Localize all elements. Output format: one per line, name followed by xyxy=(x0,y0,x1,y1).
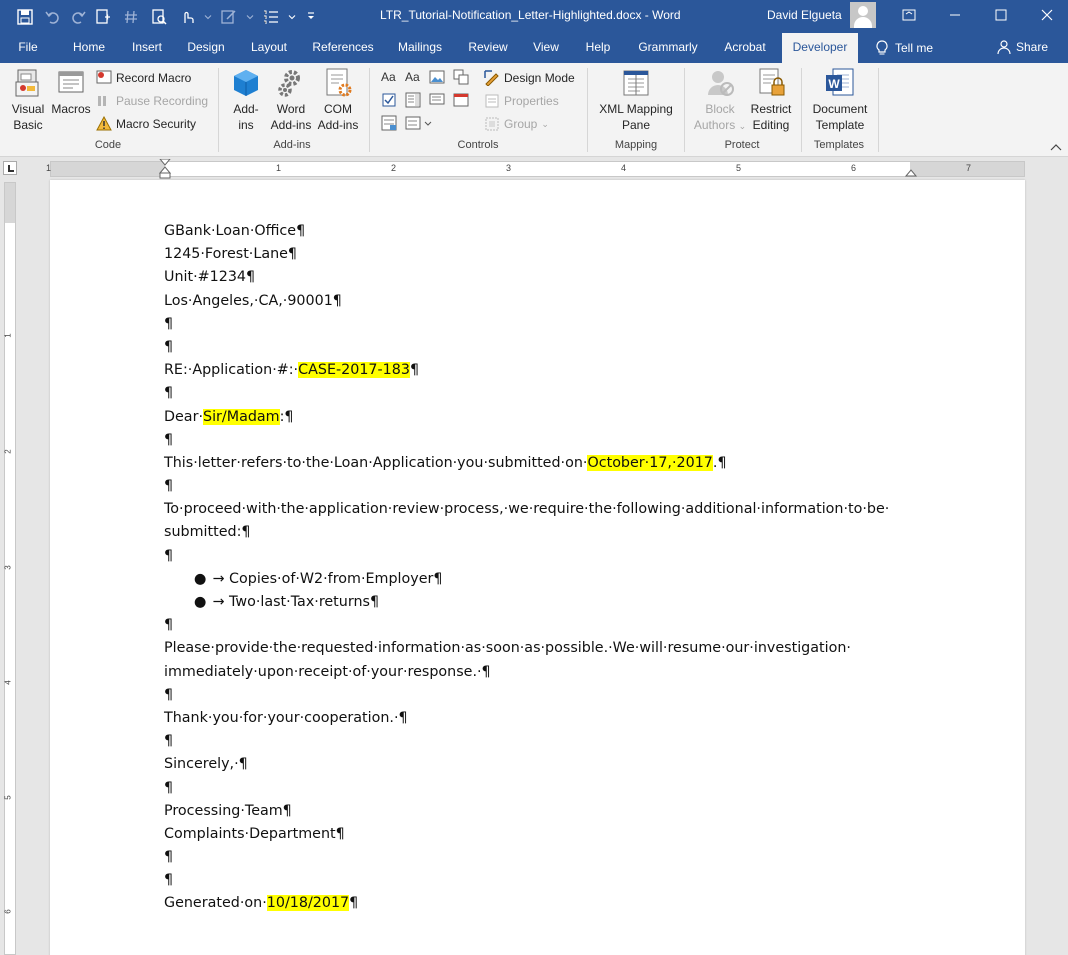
restrict-editing-label-2: Editing xyxy=(752,118,790,132)
address-line-3: Unit·#1234¶ xyxy=(164,269,256,286)
group-label: Group xyxy=(504,117,538,131)
com-add-ins-button[interactable] xyxy=(315,67,361,133)
ruler-number: 3 xyxy=(3,565,13,570)
tab-design[interactable]: Design xyxy=(187,40,225,54)
block-authors-label-1: Block xyxy=(705,102,735,116)
address-line-4: Los·Angeles,·CA,·90001¶ xyxy=(164,292,342,309)
empty-paragraph: ¶ xyxy=(164,338,174,355)
bullet-icon: ● xyxy=(194,594,207,610)
thanks-line: Thank·you·for·your·cooperation.·¶ xyxy=(164,709,408,726)
tab-home[interactable]: Home xyxy=(72,40,105,54)
xml-mapping-label-1: XML Mapping xyxy=(599,102,673,116)
tab-review[interactable]: Review xyxy=(468,40,508,54)
proceed-line-1: To·proceed·with·the·application·review·process,·we·require·the·following·additional·information·to·be· xyxy=(164,501,890,518)
user-name[interactable]: David Elgueta xyxy=(767,8,842,22)
collapse-ribbon-icon[interactable] xyxy=(1050,143,1062,154)
date-picker-control-icon[interactable] xyxy=(453,92,469,108)
title-bar xyxy=(0,0,1068,33)
print-preview-icon[interactable] xyxy=(146,6,172,28)
word-add-ins-label-2: Add-ins xyxy=(270,118,312,132)
please-line-2: immediately·upon·receipt·of·your·response.·¶ xyxy=(164,663,491,680)
tab-grammarly[interactable]: Grammarly xyxy=(638,40,698,54)
empty-paragraph: ¶ xyxy=(164,547,174,564)
properties-label: Properties xyxy=(504,94,559,108)
numbering-icon[interactable] xyxy=(258,6,284,28)
document-body[interactable] xyxy=(164,220,904,916)
minimize-icon[interactable] xyxy=(932,0,978,30)
word-add-ins-button[interactable] xyxy=(268,67,314,133)
legacy-tools-icon[interactable] xyxy=(405,115,433,131)
ribbon xyxy=(0,63,1068,157)
right-indent-marker-icon[interactable] xyxy=(905,166,917,178)
ruler-number: 6 xyxy=(3,909,13,914)
tell-me-search[interactable] xyxy=(875,40,933,56)
empty-paragraph: ¶ xyxy=(164,686,174,703)
add-ins-label-1: Add- xyxy=(233,102,259,116)
macros-button[interactable] xyxy=(50,67,92,117)
indent-marker-icon[interactable] xyxy=(159,159,171,179)
close-icon[interactable] xyxy=(1024,0,1068,30)
block-authors-icon xyxy=(704,67,736,99)
ribbon-tabs xyxy=(0,33,1068,63)
warning-icon xyxy=(96,116,112,132)
tab-file[interactable]: File xyxy=(18,40,38,54)
horizontal-ruler[interactable] xyxy=(46,161,1025,177)
group-button xyxy=(484,114,549,134)
properties-button xyxy=(484,91,559,111)
ruler-area xyxy=(0,158,1068,180)
avatar[interactable] xyxy=(850,2,876,28)
picture-content-control-icon[interactable] xyxy=(429,69,445,85)
dropdown-chevron-icon[interactable] xyxy=(244,6,256,28)
please-line-1: Please·provide·the·requested·information·as·soon·as·possible.·We·will·resume·our·investigation· xyxy=(164,640,851,657)
hash-icon[interactable] xyxy=(118,6,144,28)
chevron-down-icon: ⌄ xyxy=(738,121,747,131)
design-mode-icon xyxy=(484,70,500,86)
visual-basic-label-1: Visual xyxy=(11,102,45,116)
building-block-control-icon[interactable] xyxy=(453,69,469,85)
maximize-icon[interactable] xyxy=(978,0,1024,30)
ruler-number: 1 xyxy=(276,163,282,173)
tab-acrobat[interactable]: Acrobat xyxy=(724,40,766,54)
mapping-group-label: Mapping xyxy=(614,139,658,151)
redo-icon[interactable] xyxy=(68,6,88,28)
salutation-highlight: Sir/Madam xyxy=(203,408,280,425)
templates-group-label: Templates xyxy=(813,139,865,151)
empty-paragraph: ¶ xyxy=(164,849,174,866)
repeating-section-control-icon[interactable] xyxy=(381,115,397,131)
empty-paragraph: ¶ xyxy=(164,431,174,448)
add-ins-group-label: Add-ins xyxy=(273,139,311,151)
macros-label: Macros xyxy=(51,102,91,116)
lock-icon xyxy=(755,67,787,99)
signature-team: Processing·Team¶ xyxy=(164,802,292,819)
ruler-number: 1 xyxy=(46,163,52,173)
address-line-1: GBank·Loan·Office¶ xyxy=(164,223,306,239)
svg-text:W: W xyxy=(828,77,840,91)
refers-line: This·letter·refers·to·the·Loan·Application·you·submitted·on·October·17,·2017.¶ xyxy=(164,454,727,471)
com-add-ins-label-2: Add-ins xyxy=(317,118,359,132)
drop-down-list-control-icon[interactable] xyxy=(429,92,445,108)
visual-basic-icon xyxy=(12,67,44,99)
document-template-label-2: Template xyxy=(815,118,865,132)
ruler-number: 4 xyxy=(3,680,13,685)
tab-view[interactable]: View xyxy=(533,40,559,54)
word-add-ins-label-1: Word xyxy=(276,102,306,116)
tab-selector-icon[interactable] xyxy=(3,161,17,175)
vertical-scrollbar[interactable] xyxy=(1052,180,1068,955)
new-document-icon[interactable] xyxy=(90,6,116,28)
macro-security-label: Macro Security xyxy=(116,117,197,131)
combo-box-control-icon[interactable] xyxy=(405,92,421,108)
dropdown-chevron-icon[interactable] xyxy=(286,6,298,28)
empty-paragraph: ¶ xyxy=(164,779,174,796)
address-line-2: 1245·Forest·Lane¶ xyxy=(164,246,298,263)
tab-references[interactable]: References xyxy=(312,40,374,54)
salutation-line: Dear·Sir/Madam:¶ xyxy=(164,408,294,425)
ruler-number: 2 xyxy=(391,163,397,173)
tell-me-label: Tell me xyxy=(895,41,934,55)
ribbon-display-options-icon[interactable] xyxy=(886,0,932,30)
tab-mailings[interactable]: Mailings xyxy=(397,40,442,54)
ruler-number: 1 xyxy=(3,333,13,338)
group-icon xyxy=(484,116,500,132)
proceed-line-2: submitted:¶ xyxy=(164,524,251,541)
tab-developer[interactable]: Developer xyxy=(782,33,858,63)
generated-line: Generated·on·10/18/2017¶ xyxy=(164,895,359,912)
quick-access-toolbar xyxy=(12,6,322,28)
empty-paragraph: ¶ xyxy=(164,315,174,332)
xml-mapping-pane-button[interactable] xyxy=(594,67,678,133)
ruler-number: 5 xyxy=(3,795,13,800)
draw-icon[interactable] xyxy=(216,6,242,28)
restrict-editing-button[interactable] xyxy=(748,67,794,133)
empty-paragraph: ¶ xyxy=(164,478,174,495)
document-template-label-1: Document xyxy=(812,102,868,116)
ruler-number: 7 xyxy=(966,163,972,173)
touch-mode-icon[interactable] xyxy=(174,6,200,28)
tab-insert[interactable]: Insert xyxy=(131,40,162,54)
document-template-button[interactable] xyxy=(808,67,872,133)
pause-icon xyxy=(96,93,112,109)
undo-icon[interactable] xyxy=(40,6,66,28)
restrict-editing-label-1: Restrict xyxy=(750,102,792,116)
pause-recording-label: Pause Recording xyxy=(116,94,209,108)
record-macro-icon xyxy=(96,70,112,86)
add-ins-icon xyxy=(230,67,262,99)
design-mode-label: Design Mode xyxy=(504,71,575,85)
xml-mapping-label-2: Pane xyxy=(621,118,651,132)
com-add-ins-label-1: COM xyxy=(324,102,352,116)
re-line: RE:·Application·#:·CASE-2017-183¶ xyxy=(164,362,420,379)
share-button[interactable] xyxy=(997,40,1048,54)
empty-paragraph: ¶ xyxy=(164,733,174,750)
controls-group-label: Controls xyxy=(457,139,499,151)
checkbox-control-icon[interactable] xyxy=(381,92,397,108)
block-authors-label-2: Authors ⌄ xyxy=(693,118,747,132)
ruler-number: 2 xyxy=(3,449,13,454)
customize-toolbar-icon[interactable] xyxy=(300,6,322,28)
empty-paragraph: ¶ xyxy=(164,617,174,634)
add-ins-label-2: ins xyxy=(238,118,254,132)
protect-group-label: Protect xyxy=(724,139,760,151)
empty-paragraph: ¶ xyxy=(164,872,174,889)
ruler-number: 3 xyxy=(506,163,512,173)
tab-layout[interactable]: Layout xyxy=(250,40,288,54)
macro-security-button[interactable] xyxy=(96,114,196,134)
window-title: LTR_Tutorial-Notification_Letter-Highlighted.docx - Word xyxy=(380,8,681,22)
add-ins-button[interactable] xyxy=(225,67,267,133)
application-date-highlight: October·17,·2017 xyxy=(587,454,713,471)
ruler-number: 6 xyxy=(851,163,857,173)
rich-text-content-control-icon[interactable]: Aa xyxy=(381,70,396,84)
gear-icon xyxy=(275,67,307,99)
block-authors-button xyxy=(690,67,750,134)
record-macro-label: Record Macro xyxy=(116,71,192,85)
visual-basic-button[interactable] xyxy=(6,67,50,133)
word-template-icon xyxy=(824,67,856,99)
bullet-icon: ● xyxy=(194,570,207,587)
ruler-number: 5 xyxy=(736,163,742,173)
com-add-ins-icon xyxy=(322,67,354,99)
case-number-highlight: CASE-2017-183 xyxy=(298,362,410,379)
visual-basic-label-2: Basic xyxy=(13,118,43,132)
ruler-number: 4 xyxy=(621,163,627,173)
tab-help[interactable]: Help xyxy=(585,40,611,54)
empty-paragraph: ¶ xyxy=(164,385,174,402)
design-mode-button[interactable] xyxy=(484,68,575,88)
properties-icon xyxy=(484,93,500,109)
pause-recording-button xyxy=(96,91,208,111)
person-icon xyxy=(997,40,1011,54)
closing-line: Sincerely,·¶ xyxy=(164,756,248,773)
plain-text-content-control-icon[interactable]: Aa xyxy=(405,70,420,84)
chevron-down-icon: ⌄ xyxy=(541,118,549,129)
share-label: Share xyxy=(1016,40,1049,54)
record-macro-button[interactable] xyxy=(96,68,191,88)
macros-icon xyxy=(55,67,87,99)
document-page[interactable] xyxy=(50,180,1025,955)
code-group-label: Code xyxy=(94,139,122,151)
list-item: ● → Two·last·Tax·returns¶ xyxy=(164,591,904,614)
dropdown-chevron-icon[interactable] xyxy=(202,6,214,28)
save-icon[interactable] xyxy=(12,6,38,28)
vertical-ruler[interactable] xyxy=(4,182,16,955)
xml-mapping-icon xyxy=(620,67,652,99)
lightbulb-icon xyxy=(875,40,889,56)
signature-department: Complaints·Department¶ xyxy=(164,825,345,842)
list-item: ● → Copies·of·W2·from·Employer¶ xyxy=(164,568,904,591)
generated-date-highlight: 10/18/2017 xyxy=(266,895,350,912)
